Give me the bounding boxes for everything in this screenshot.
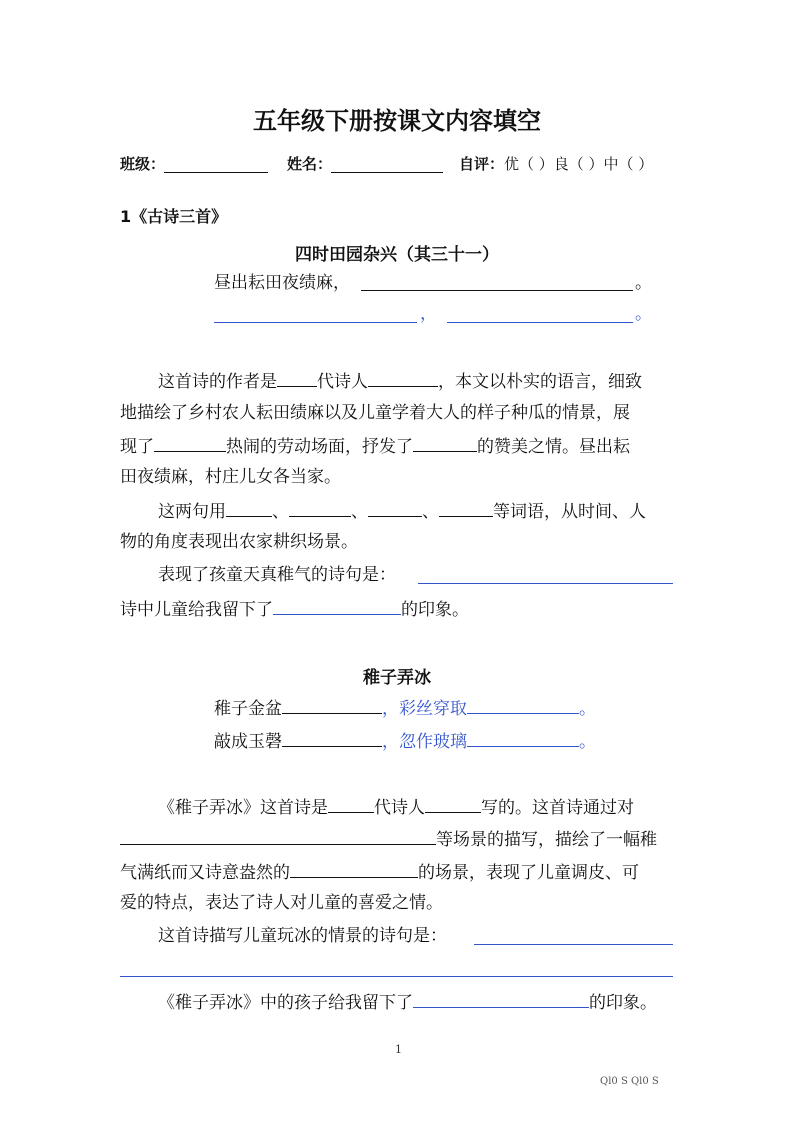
para1-line3: [120, 434, 630, 458]
poem1-blank-3[interactable]: [447, 322, 633, 323]
poet-blank[interactable]: [368, 369, 438, 387]
para3-text-2: 诗中儿童给我留下了: [120, 600, 273, 620]
para4-line1: [158, 795, 634, 819]
poem2-line2: [214, 729, 596, 753]
poem2-title: 稚子弄冰: [363, 668, 431, 688]
para4-line3: [120, 860, 639, 884]
para2-text-2: 等词语，从时间、人: [493, 502, 646, 522]
para2-line1: [158, 499, 646, 523]
sep-1: 、: [272, 502, 289, 522]
para1-text-3: ，本文以朴实的语言，细致: [438, 372, 642, 392]
sep-2: 、: [351, 502, 368, 522]
poem2-text-2b: ，忽作玻璃: [382, 732, 467, 752]
poem2-blank-2[interactable]: [467, 696, 579, 714]
para4-text-1: 《稚子弄冰》这首诗是: [158, 798, 328, 818]
para4-line4: 爱的特点，表达了诗人对儿童的喜爱之情。: [120, 893, 443, 913]
poem1-blank-1[interactable]: [361, 290, 633, 291]
ice-verse-blank-2[interactable]: [120, 976, 673, 977]
para6-text-1: 《稚子弄冰》中的孩子给我留下了: [158, 993, 413, 1013]
section-heading: 1《古诗三首》: [120, 207, 228, 226]
sep-3: 、: [422, 502, 439, 522]
eval-options: 优（ ）良（ ）中（ ）: [504, 155, 654, 173]
dynasty-blank-2[interactable]: [328, 795, 374, 813]
class-label: 班级：: [120, 155, 166, 173]
para4-line2: [120, 827, 657, 851]
word-blank-3[interactable]: [368, 499, 422, 517]
para1-line1: [158, 369, 642, 393]
para2-text-1b: 这两句用: [158, 502, 226, 522]
poem2-blank-3[interactable]: [282, 729, 382, 747]
para1-line4: 田夜绩麻，村庄儿女各当家。: [120, 467, 341, 487]
scene-blank-2[interactable]: [120, 827, 436, 845]
poem2-text-1b: ，彩丝穿取: [382, 699, 467, 719]
scene-blank-3[interactable]: [290, 860, 418, 878]
poem2-blank-1[interactable]: [282, 696, 382, 714]
name-label: 姓名：: [287, 155, 333, 173]
poem1-end-1: 。: [635, 273, 652, 293]
impression-blank-1[interactable]: [273, 597, 401, 615]
poem2-end-1: 。: [579, 699, 596, 719]
poem1-blank-2[interactable]: [214, 322, 417, 323]
scene-blank[interactable]: [154, 434, 226, 452]
para6-text-2: 的印象。: [589, 993, 657, 1013]
impression-blank-2[interactable]: [413, 990, 589, 1008]
poem2-line1: [214, 696, 596, 720]
poem1-comma: ，: [420, 304, 437, 324]
para4-text-6: 的场景，表现了儿童调皮、可: [418, 863, 639, 883]
para3-text-3: 的印象。: [401, 600, 469, 620]
para3-line2: [120, 597, 469, 621]
ice-verse-blank-1[interactable]: [474, 944, 673, 945]
poem2-text-2a: 敲成玉磬: [214, 732, 282, 752]
para1-text-5: 热闹的劳动场面，抒发了: [226, 437, 413, 457]
childish-verse-blank[interactable]: [418, 583, 673, 584]
para4-text-4: 等场景的描写，描绘了一幅稚: [436, 830, 657, 850]
page-number: 1: [395, 1043, 402, 1056]
para2-line2: 物的角度表现出农家耕织场景。: [120, 532, 358, 552]
class-blank[interactable]: [164, 172, 268, 173]
para1-text-4: 现了: [120, 437, 154, 457]
para5-text-1: 这首诗描写儿童玩冰的情景的诗句是：: [158, 926, 447, 946]
para1-text-1: 这首诗的作者是: [158, 372, 277, 392]
word-blank-2[interactable]: [289, 499, 351, 517]
poet-blank-2[interactable]: [425, 795, 481, 813]
poem2-blank-4[interactable]: [467, 729, 579, 747]
word-blank-4[interactable]: [439, 499, 493, 517]
poem2-text-1a: 稚子金盆: [214, 699, 282, 719]
poem1-title: 四时田园杂兴（其三十一）: [295, 245, 499, 265]
eval-label: 自评：: [459, 155, 505, 173]
para4-text-2: 代诗人: [374, 798, 425, 818]
word-blank-1[interactable]: [226, 499, 272, 517]
dynasty-blank[interactable]: [277, 369, 317, 387]
emotion-blank[interactable]: [413, 434, 477, 452]
footer-marks: Ql0 S Ql0 S: [600, 1076, 659, 1087]
para1-text-6: 的赞美之情。昼出耘: [477, 437, 630, 457]
para4-text-3: 写的。这首诗通过对: [481, 798, 634, 818]
para1-line2: 地描绘了乡村农人耘田绩麻以及儿童学着大人的样子种瓜的情景，展: [120, 403, 630, 423]
page-title: 五年级下册按课文内容填空: [253, 107, 541, 135]
name-blank[interactable]: [331, 172, 443, 173]
poem1-end-2: 。: [635, 304, 652, 324]
poem2-end-2: 。: [579, 732, 596, 752]
para1-text-2: 代诗人: [317, 372, 368, 392]
para3-text-1: 表现了孩童天真稚气的诗句是：: [158, 565, 396, 585]
poem1-line1: 昼出耘田夜绩麻，: [214, 273, 350, 293]
para4-text-5: 气满纸而又诗意盎然的: [120, 863, 290, 883]
para6-line: [158, 990, 657, 1014]
